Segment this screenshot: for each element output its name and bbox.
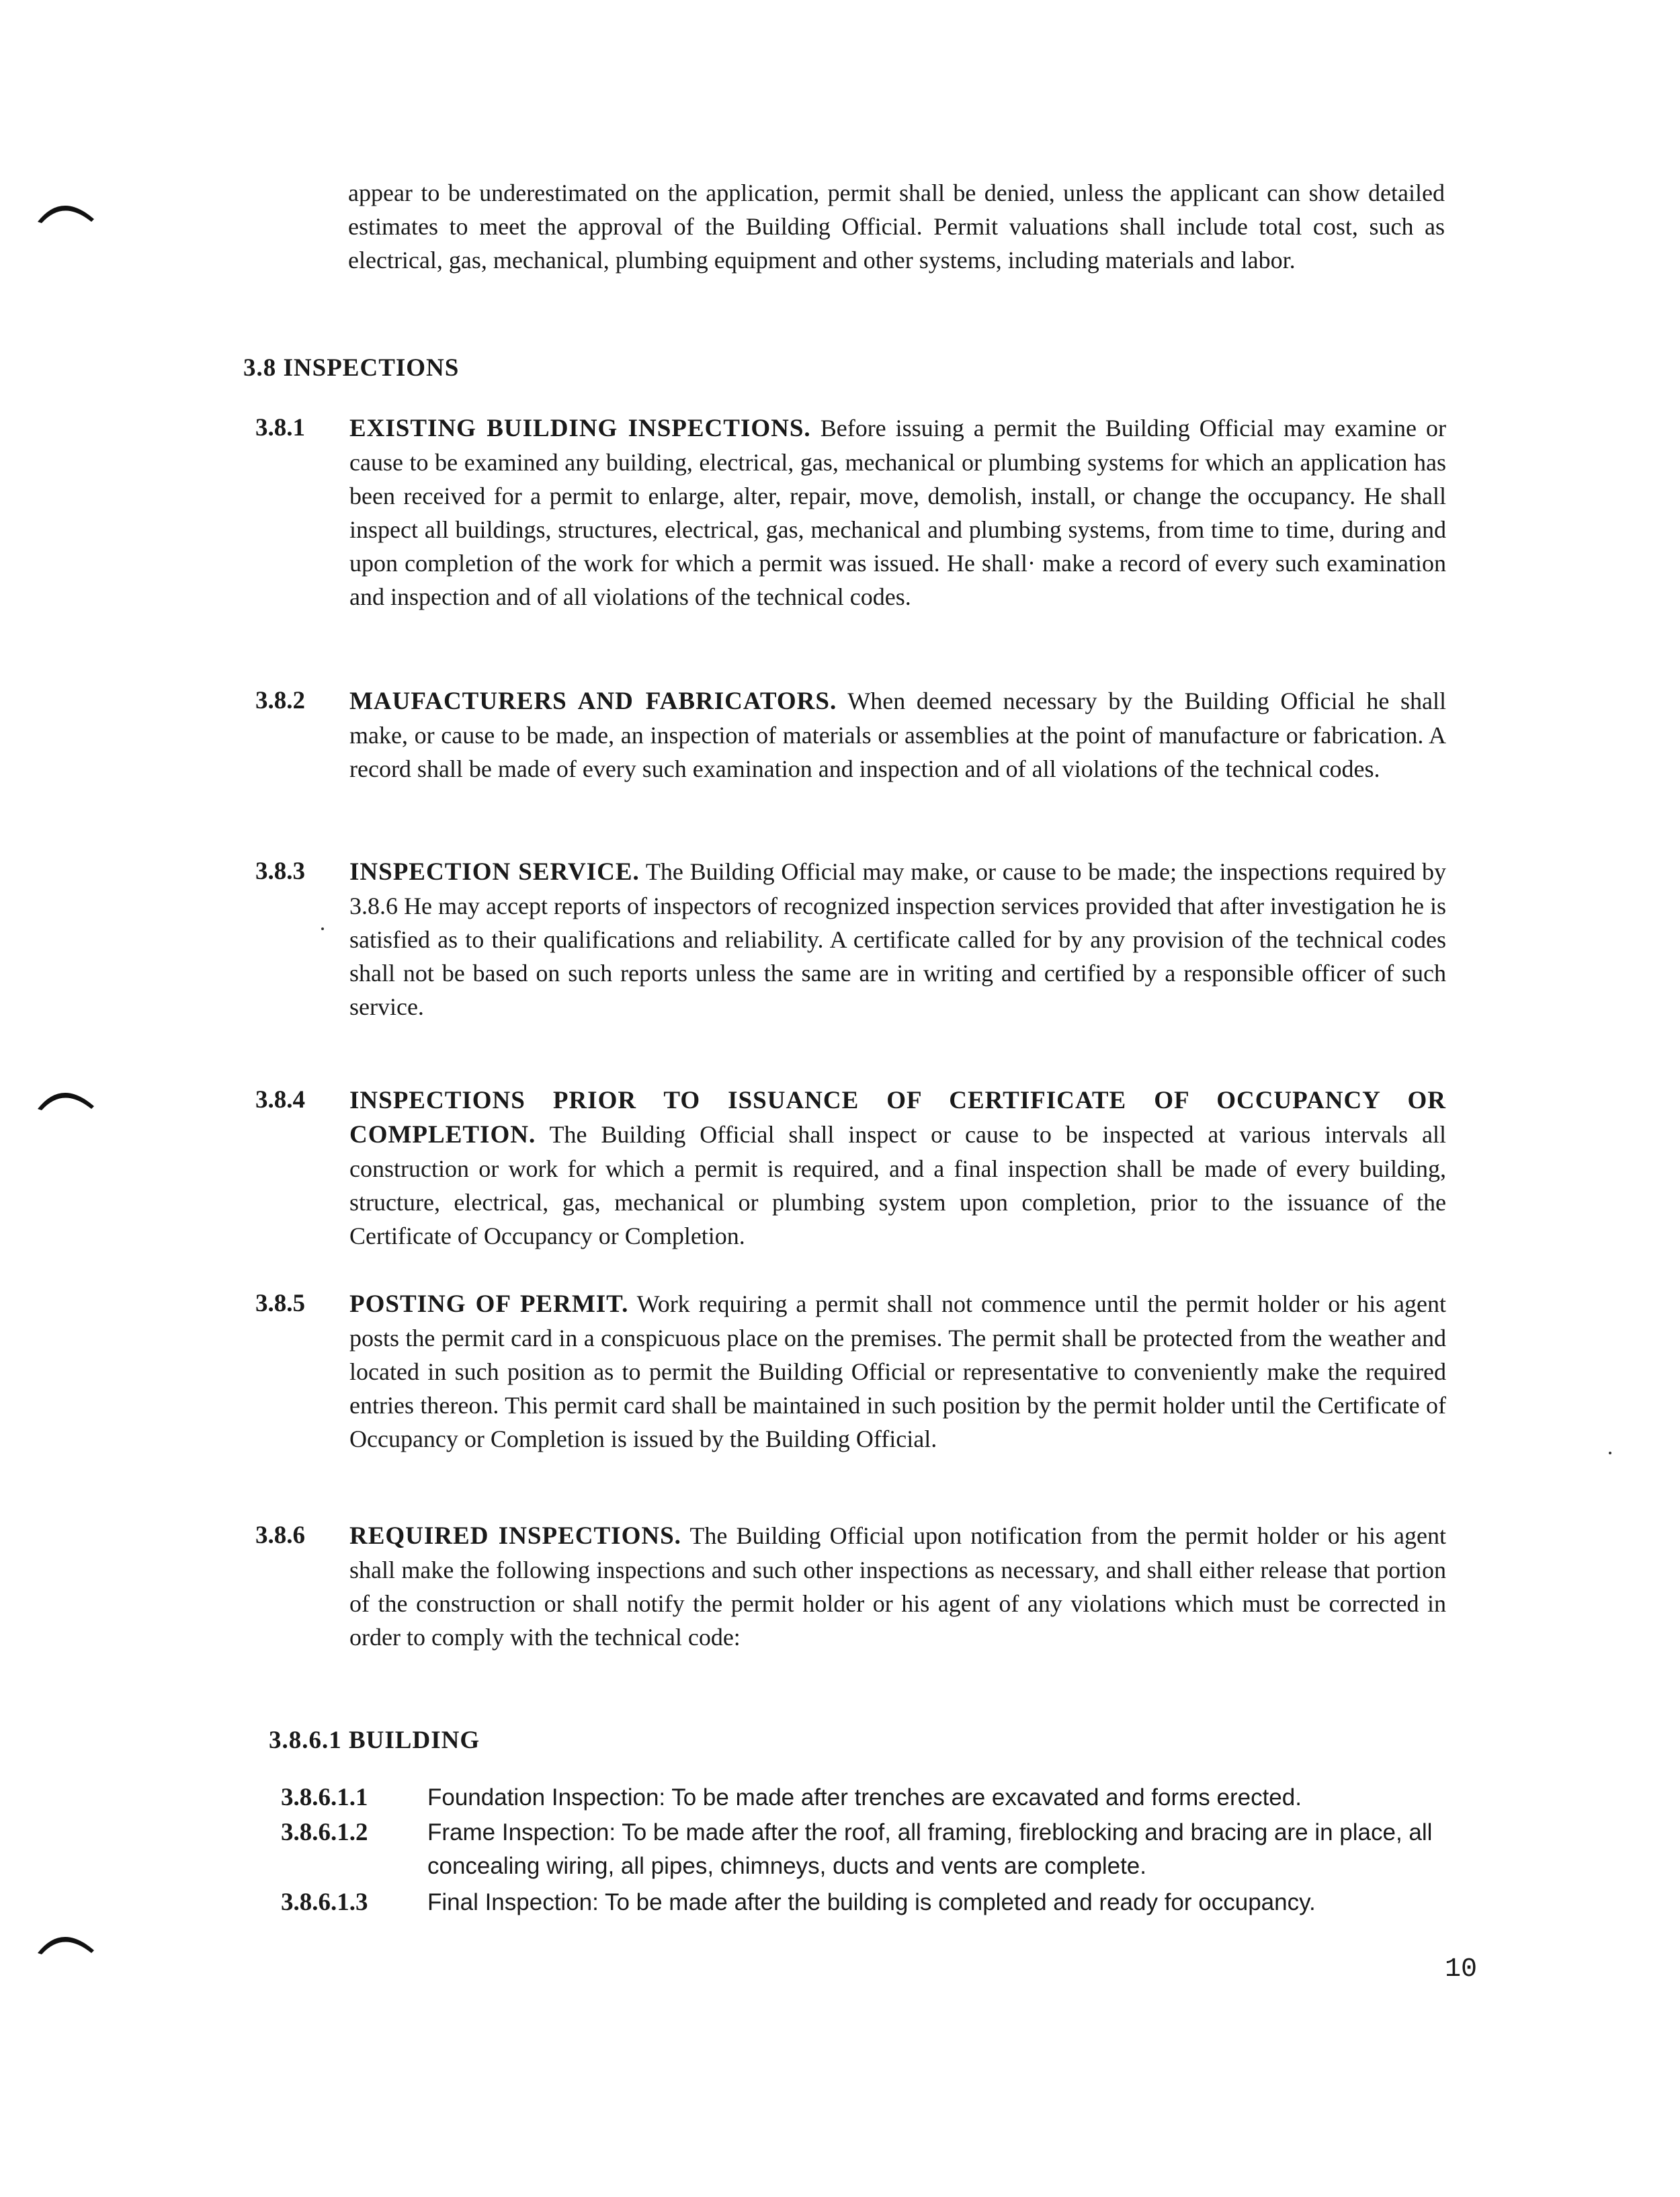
subsection-number: 3.8.5 [255, 1290, 305, 1317]
subsection-3-8-2 [255, 684, 1446, 786]
subsection-title: MAUFACTURERS AND FABRICATORS. [349, 688, 837, 715]
subsection-3-8-4 [255, 1083, 1446, 1253]
subsection-text: The Building Official shall inspect or cause to be inspected at various intervals all construction or work for which a permit is required, and a final inspection shall be made of every building, structure, electrical, gas, mechanical or plumbing system upon completion, prior to the issuance of the Certificate of Occupancy or Completion. [349, 1121, 1446, 1249]
subsection-text: The Building Official may make, or cause to be made; the inspections required by 3.8.6 He may accept reports of inspectors of recognized inspection services provided that after investigation he is satisfied as to their qualifications and reliability. A certificate called for by any provision of the technical codes shall not be based on such reports unless the same are in writing and certified by a responsible officer of such service. [349, 858, 1446, 1020]
subsection-text: Before issuing a permit the Building Official may examine or cause to be examined any building, electrical, gas, mechanical or plumbing systems for which an application has been received for a permit to enlarge, alter, repair, move, demolish, install, or change the occupancy. He shall inspect all buildings, structures, electrical, gas, mechanical and plumbing systems, from time to time, during and upon completion of the work for which a permit was issued. He shall· make a record of every such examination and inspection and of all violations of the technical codes. [349, 415, 1446, 610]
subsection-text: The Building Official upon notification from the permit holder or his agent shall make the following inspections and such other inspections as necessary, and shall either release that portion of the construction or shall notify the permit holder or his agent of any violations which must be corrected in order to comply with the technical code: [349, 1522, 1446, 1651]
inspection-text: Final Inspection: To be made after the building is completed and ready for occupancy. [427, 1889, 1316, 1915]
subsection-title: INSPECTIONS PRIOR TO ISSUANCE OF CERTIFICATE OF OCCUPANCY OR COMPLETION. [349, 1087, 1446, 1149]
inspection-number: 3.8.6.1.3 [281, 1889, 368, 1916]
inspection-number: 3.8.6.1.1 [281, 1784, 368, 1811]
subsection-number: 3.8.6 [255, 1522, 305, 1549]
subsection-title: INSPECTION SERVICE. [349, 858, 640, 886]
lead-paragraph [348, 176, 1445, 277]
lead-paragraph-text: appear to be underestimated on the application, permit shall be denied, unless the applicant can show detailed estimates to meet the approval of the Building Official. Permit valuations shall include total cost, such as electrical, gas, mechanical, plumbing equipment and other systems, including materials and labor. [348, 179, 1445, 274]
subsection-title: EXISTING BUILDING INSPECTIONS. [349, 415, 811, 442]
subsection-number: 3.8.3 [255, 858, 305, 885]
subsection-title: REQUIRED INSPECTIONS. [349, 1522, 681, 1550]
subsection-number: 3.8.1 [255, 414, 305, 442]
inspection-item [281, 1816, 1458, 1883]
punch-hole-mark [35, 1082, 97, 1112]
subsection-text: Work requiring a permit shall not commence until the permit holder or his agent posts the permit card in a conspicuous place on the premises. The permit shall be protected from the weather and located in such position as to permit the Building Official or representative to conveniently make the required entries thereon. This permit card shall be maintained in such position by the permit holder until the Certificate of Occupancy or Completion is issued by the Building Official. [349, 1290, 1446, 1452]
subsection-title: POSTING OF PERMIT. [349, 1290, 629, 1318]
subsection-3-8-5 [255, 1287, 1446, 1456]
inspection-item [281, 1886, 1458, 1919]
section-heading: 3.8 INSPECTIONS [243, 354, 460, 382]
inspection-item [281, 1781, 1458, 1815]
punch-hole-mark [35, 195, 97, 224]
inspection-text: Frame Inspection: To be made after the roof, all framing, fireblocking and bracing are in place, all concealing wiring, all pipes, chimneys, ducts and vents are complete. [427, 1819, 1433, 1879]
subsection-3-8-1 [255, 411, 1446, 614]
subsection-number: 3.8.4 [255, 1086, 305, 1114]
punch-hole-mark [35, 1926, 97, 1956]
page-number: 10 [1445, 1954, 1478, 1985]
subsection-number: 3.8.2 [255, 687, 305, 714]
inspection-number: 3.8.6.1.2 [281, 1819, 368, 1846]
building-heading: 3.8.6.1 BUILDING [269, 1727, 480, 1754]
scan-speck [1609, 1452, 1611, 1454]
subsection-3-8-6 [255, 1519, 1446, 1654]
subsection-text: When deemed necessary by the Building Official he shall make, or cause to be made, an inspection of materials or assemblies at the point of manufacture or fabrication. A record shall be made of every such examination and inspection and of all violations of the technical codes. [349, 688, 1446, 782]
inspection-text: Foundation Inspection: To be made after trenches are excavated and forms erected. [427, 1784, 1302, 1811]
subsection-3-8-3 [255, 855, 1446, 1024]
